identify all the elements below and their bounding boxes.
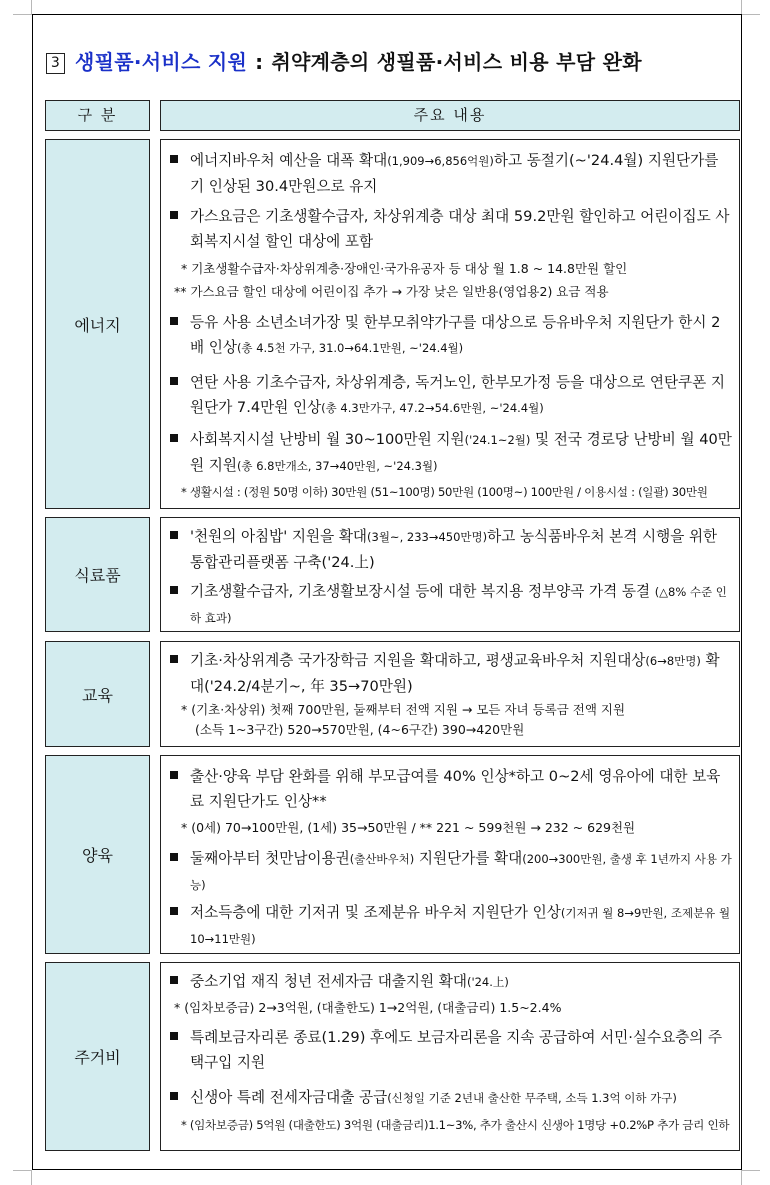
- bullet-square-icon: [170, 211, 178, 219]
- list-item: 특례보금자리론 종료(1.29) 후에도 보금자리론을 지속 공급하여 서민·실수요층의 주택구입 지원: [170, 1025, 733, 1075]
- list-item: '천원의 아침밥' 지원을 확대(3월~, 233→450만명)하고 농식품바우처 본격 시행을 위한 통합관리플랫폼 구축('24.上): [170, 524, 733, 575]
- list-item: 등유 사용 소년소녀가장 및 한부모취약가구를 대상으로 등유바우처 지원단가 한시 2배 인상(총 4.5천 가구, 31.0→64.1만원, ~'24.4월): [170, 310, 733, 361]
- note: * 기초생활수급자·차상위계층·장애인·국가유공자 등 대상 월 1.8 ~ 14.8만원 할인: [181, 261, 628, 276]
- content-education: [160, 641, 740, 747]
- note: * (기초·차상위) 첫째 700만원, 둘째부터 전액 지원 → 모든 자녀 등록금 전액 지원: [181, 702, 626, 717]
- section-title-text: 취약계층의 생필품·서비스 비용 부담 완화: [271, 50, 642, 74]
- bullet-square-icon: [170, 907, 178, 915]
- note: ** 가스요금 할인 대상에 어린이집 추가 → 가장 낮은 일반용(영업용2) 요금 적용: [174, 284, 609, 299]
- header-category: 구 분: [45, 100, 150, 131]
- note: * (임차보증금) 5억원 (대출한도) 3억원 (대출금리)1.1~3%, 추가 출산시 신생아 1명당 +0.2%P 추가 금리 인하: [181, 1118, 730, 1132]
- header-contents: 주요 내용: [160, 100, 740, 131]
- list-item: 가스요금은 기초생활수급자, 차상위계층 대상 최대 59.2만원 할인하고 어린이집도 사회복지시설 할인 대상에 포함: [170, 204, 733, 254]
- bullet-square-icon: [170, 434, 178, 442]
- bullet-square-icon: [170, 853, 178, 861]
- category-energy: 에너지: [45, 139, 150, 509]
- note: * (0세) 70→100만원, (1세) 35→50만원 / ** 221 ~ 599천원 → 232 ~ 629천원: [181, 820, 636, 835]
- bullet-square-icon: [170, 155, 178, 163]
- category-education: 교육: [45, 641, 150, 747]
- page-corner-mark: [741, 1170, 760, 1185]
- page-corner-mark: [741, 0, 760, 15]
- bullet-square-icon: [170, 1032, 178, 1040]
- bullet-square-icon: [170, 655, 178, 663]
- title-colon: :: [255, 50, 264, 74]
- bullet-square-icon: [170, 586, 178, 594]
- list-item: 출산·양육 부담 완화를 위해 부모급여를 40% 인상*하고 0~2세 영유아에 대한 보육료 지원단가도 인상**: [170, 764, 733, 814]
- content-food: [160, 517, 740, 632]
- page-corner-mark: [13, 0, 32, 15]
- bullet-square-icon: [170, 771, 178, 779]
- note: (소득 1~3구간) 520→570만원, (4~6구간) 390→420만원: [195, 722, 525, 737]
- list-item: 저소득층에 대한 기저귀 및 조제분유 바우처 지원단가 인상(기저귀 월 8→9만원, 조제분유 월 10→11만원): [170, 900, 733, 952]
- list-item: 기초·차상위계층 국가장학금 지원을 확대하고, 평생교육바우처 지원대상(6→8만명) 확대('24.2/4분기~, 年 35→70만원): [170, 648, 733, 699]
- bullet-square-icon: [170, 377, 178, 385]
- list-item: 중소기업 재직 청년 전세자금 대출지원 확대('24.上): [170, 969, 733, 995]
- list-item: 기초생활수급자, 기초생활보장시설 등에 대한 복지용 정부양곡 가격 동결 (△8% 수준 인하 효과): [170, 579, 733, 631]
- category-childcare: 양육: [45, 755, 150, 954]
- category-food: 식료품: [45, 517, 150, 632]
- section-title: [46, 46, 642, 76]
- bullet-square-icon: [170, 976, 178, 984]
- list-item: 에너지바우처 예산을 대폭 확대(1,909→6,856억원)하고 동절기(~'24.4월) 지원단가를 기 인상된 30.4만원으로 유지: [170, 148, 733, 199]
- list-item: 둘째아부터 첫만남이용권(출산바우처) 지원단가를 확대(200→300만원, 출생 후 1년까지 사용 가능): [170, 846, 733, 898]
- list-item: 사회복지시설 난방비 월 30~100만원 지원('24.1~2월) 및 전국 경로당 난방비 월 40만원 지원(총 6.8만개소, 37→40만원, ~'24.3월): [170, 427, 733, 479]
- list-item: 연탄 사용 기초수급자, 차상위계층, 독거노인, 한부모가정 등을 대상으로 연탄쿠폰 지원단가 7.4만원 인상(총 4.3만가구, 47.2→54.6만원, ~'24.4월): [170, 370, 733, 421]
- content-energy: [160, 139, 740, 509]
- note: * 생활시설 : (정원 50명 이하) 30만원 (51~100명) 50만원 (100명~) 100만원 / 이용시설 : (일괄) 30만원: [181, 485, 708, 499]
- content-childcare: [160, 755, 740, 954]
- bullet-square-icon: [170, 317, 178, 325]
- section-title-highlight: 생필품·서비스 지원: [75, 50, 248, 74]
- list-item: 신생아 특례 전세자금대출 공급(신청일 기준 2년내 출산한 무주택, 소득 1.3억 이하 가구): [170, 1085, 733, 1111]
- page-corner-mark: [13, 1170, 32, 1185]
- content-housing: [160, 962, 740, 1151]
- bullet-square-icon: [170, 531, 178, 539]
- note: * (임차보증금) 2→3억원, (대출한도) 1→2억원, (대출금리) 1.5~2.4%: [174, 1000, 562, 1015]
- section-number: 3: [46, 53, 65, 74]
- bullet-square-icon: [170, 1092, 178, 1100]
- category-housing: 주거비: [45, 962, 150, 1151]
